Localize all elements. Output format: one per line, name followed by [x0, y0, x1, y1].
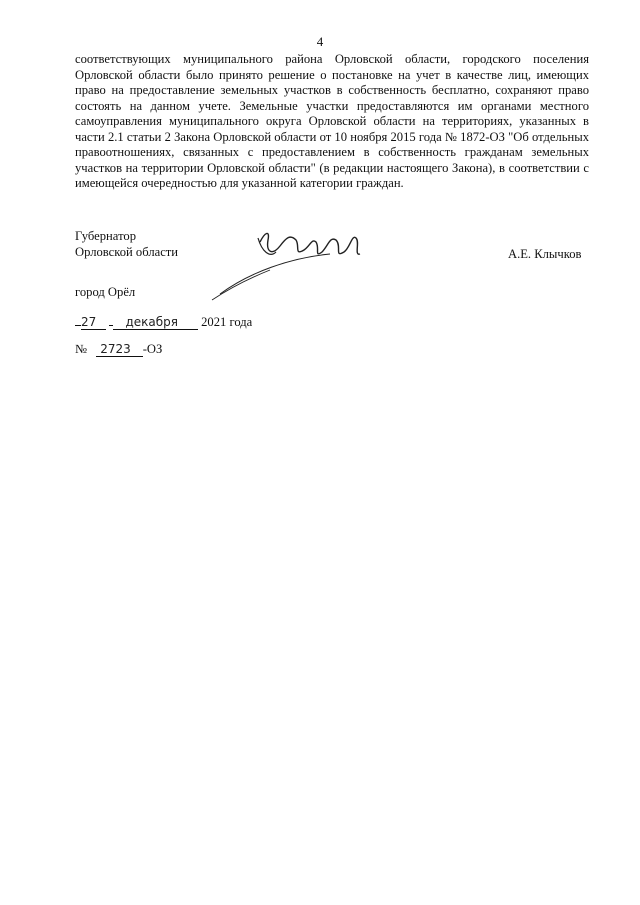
- page-number: 4: [316, 34, 324, 49]
- city-line: город Орёл: [75, 285, 136, 299]
- number-prefix: №: [75, 342, 88, 356]
- date-year: 2021 года: [201, 315, 253, 329]
- body-paragraph: соответствующих муниципального района Орловской области, городского поселения Орловской области было принято решение о постановке на учет в качестве лиц, имеющих право на предоставление земельных участков в собственность бесплатно, сохраняют право состоять на данном учете. Земельные участки предоставляются им органами местного самоуправления муниципального округа Орловской области на территориях, указанных в части 2.1 статьи 2 Закона Орловской области от 10 ноября 2015 года № 1872-ОЗ "Об отдельных правоотношениях, связанных с предоставлением в собственность гражданам земельных участков на территории Орловской области" (в редакции настоящего Закона), в соответствии с имеющейся очередностью для указанной категории граждан.: [75, 52, 589, 190]
- signature-title-block: [75, 229, 178, 260]
- date-day: 27: [81, 315, 106, 330]
- governor-name: А.Е. Клычков: [508, 247, 582, 261]
- signature-title-line1: Губернатор: [75, 229, 136, 243]
- handwritten-signature: [210, 212, 370, 302]
- date-month: декабря: [113, 315, 198, 330]
- law-number-line: [75, 342, 162, 357]
- signature-title-line2: Орловской области: [75, 244, 179, 259]
- law-number: 2723: [96, 342, 143, 357]
- number-suffix: -ОЗ: [142, 342, 163, 356]
- date-line: [75, 314, 252, 330]
